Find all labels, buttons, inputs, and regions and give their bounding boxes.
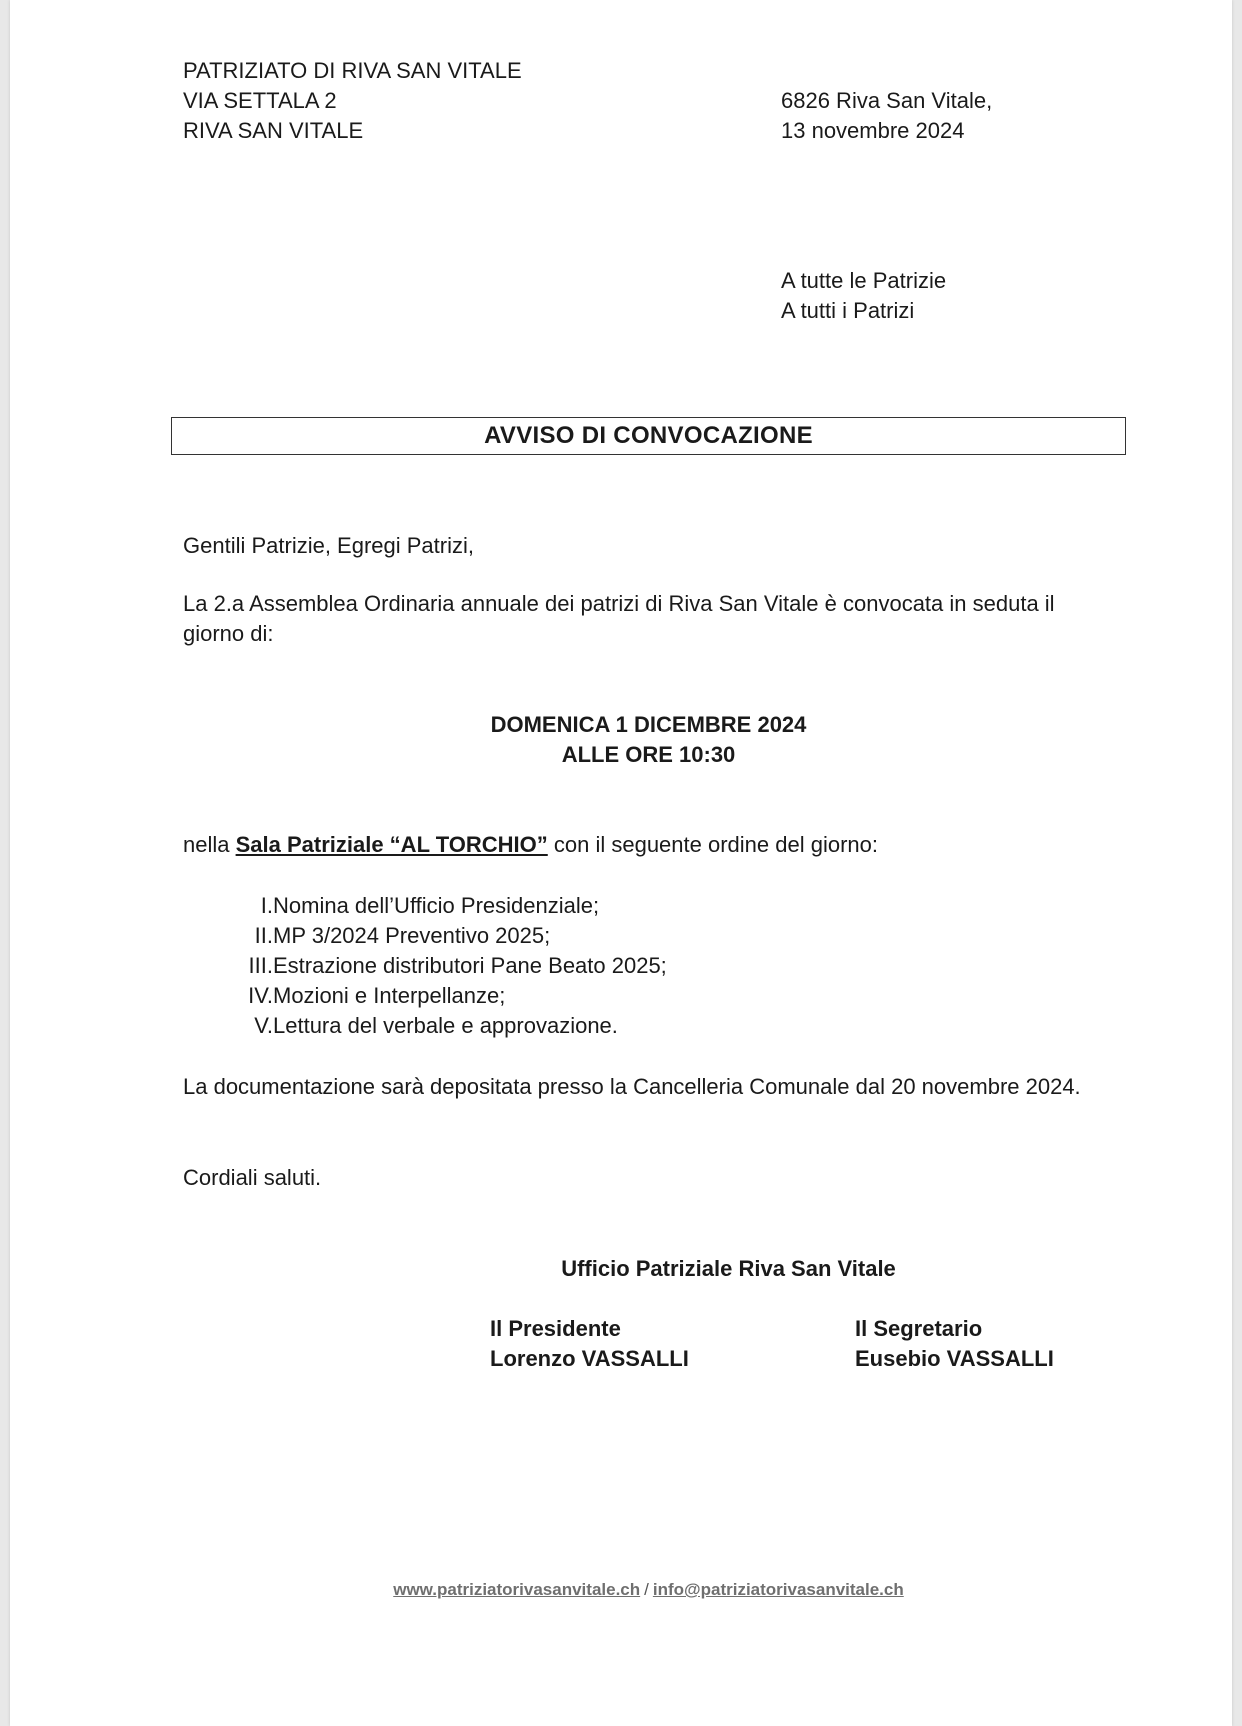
document-title-box xyxy=(171,417,1126,455)
agenda-item xyxy=(183,891,667,921)
president-name: Lorenzo VASSALLI xyxy=(490,1346,689,1371)
sender-name: PATRIZIATO DI RIVA SAN VITALE xyxy=(183,58,522,83)
agenda-text: Nomina dell’Ufficio Presidenziale; xyxy=(273,893,600,918)
agenda-item xyxy=(183,981,667,1011)
agenda-item xyxy=(183,1011,667,1041)
location-prefix: nella xyxy=(183,832,236,857)
agenda-number: III. xyxy=(248,953,273,978)
issuing-office xyxy=(171,1254,1242,1284)
agenda-number: I. xyxy=(260,893,273,918)
venue-name: Sala Patriziale “AL TORCHIO” xyxy=(235,832,548,857)
document-page xyxy=(10,0,1232,1726)
recipients xyxy=(781,266,946,326)
agenda-text: MP 3/2024 Preventivo 2025; xyxy=(273,923,551,948)
agenda-text: Mozioni e Interpellanze; xyxy=(273,983,506,1008)
sender-city: RIVA SAN VITALE xyxy=(183,118,364,143)
secretary-name: Eusebio VASSALLI xyxy=(855,1346,1054,1371)
footer-separator: / xyxy=(644,1580,649,1599)
sender-address xyxy=(183,56,522,146)
location-suffix: con il seguente ordine del giorno: xyxy=(547,832,878,857)
intro-paragraph: La 2.a Assemblea Ordinaria annuale dei patrizi di Riva San Vitale è convocata in seduta il giorno di: xyxy=(183,591,1055,646)
recipient-line-women: A tutte le Patrizie xyxy=(781,268,947,293)
signatory-secretary xyxy=(855,1314,1054,1374)
signatory-president xyxy=(490,1314,689,1374)
agenda-text: Estrazione distributori Pane Beato 2025; xyxy=(273,953,667,978)
website-link[interactable]: www.patriziatorivasanvitale.ch xyxy=(393,1580,641,1599)
meeting-time: ALLE ORE 10:30 xyxy=(561,742,736,767)
greeting: Gentili Patrizie, Egregi Patrizi, xyxy=(183,533,474,558)
agenda-number: IV. xyxy=(248,983,273,1008)
documentation-notice: La documentazione sarà depositata presso la Cancelleria Comunale dal 20 novembre 2024. xyxy=(183,1074,1081,1099)
meeting-location xyxy=(183,830,878,860)
agenda-number: II. xyxy=(254,923,273,948)
meeting-date: DOMENICA 1 DICEMBRE 2024 xyxy=(490,712,807,737)
president-role: Il Presidente xyxy=(490,1316,621,1341)
agenda-item xyxy=(183,921,667,951)
closing-salutation: Cordiali saluti. xyxy=(183,1165,322,1190)
agenda-text: Lettura del verbale e approvazione. xyxy=(273,1013,618,1038)
sender-street: VIA SETTALA 2 xyxy=(183,88,337,113)
email-link[interactable]: info@patriziatorivasanvitale.ch xyxy=(652,1580,904,1599)
letter-place: 6826 Riva San Vitale, xyxy=(781,88,993,113)
recipient-line-men: A tutti i Patrizi xyxy=(781,298,915,323)
letter-date: 13 novembre 2024 xyxy=(781,118,965,143)
agenda-list xyxy=(183,891,667,1041)
meeting-datetime xyxy=(171,710,1126,770)
place-date xyxy=(781,86,992,146)
agenda-item xyxy=(183,951,667,981)
footer-contacts xyxy=(171,1578,1126,1602)
agenda-number: V. xyxy=(254,1013,273,1038)
document-title: AVVISO DI CONVOCAZIONE xyxy=(484,422,813,449)
office-name: Ufficio Patriziale Riva San Vitale xyxy=(561,1256,896,1281)
secretary-role: Il Segretario xyxy=(855,1316,983,1341)
